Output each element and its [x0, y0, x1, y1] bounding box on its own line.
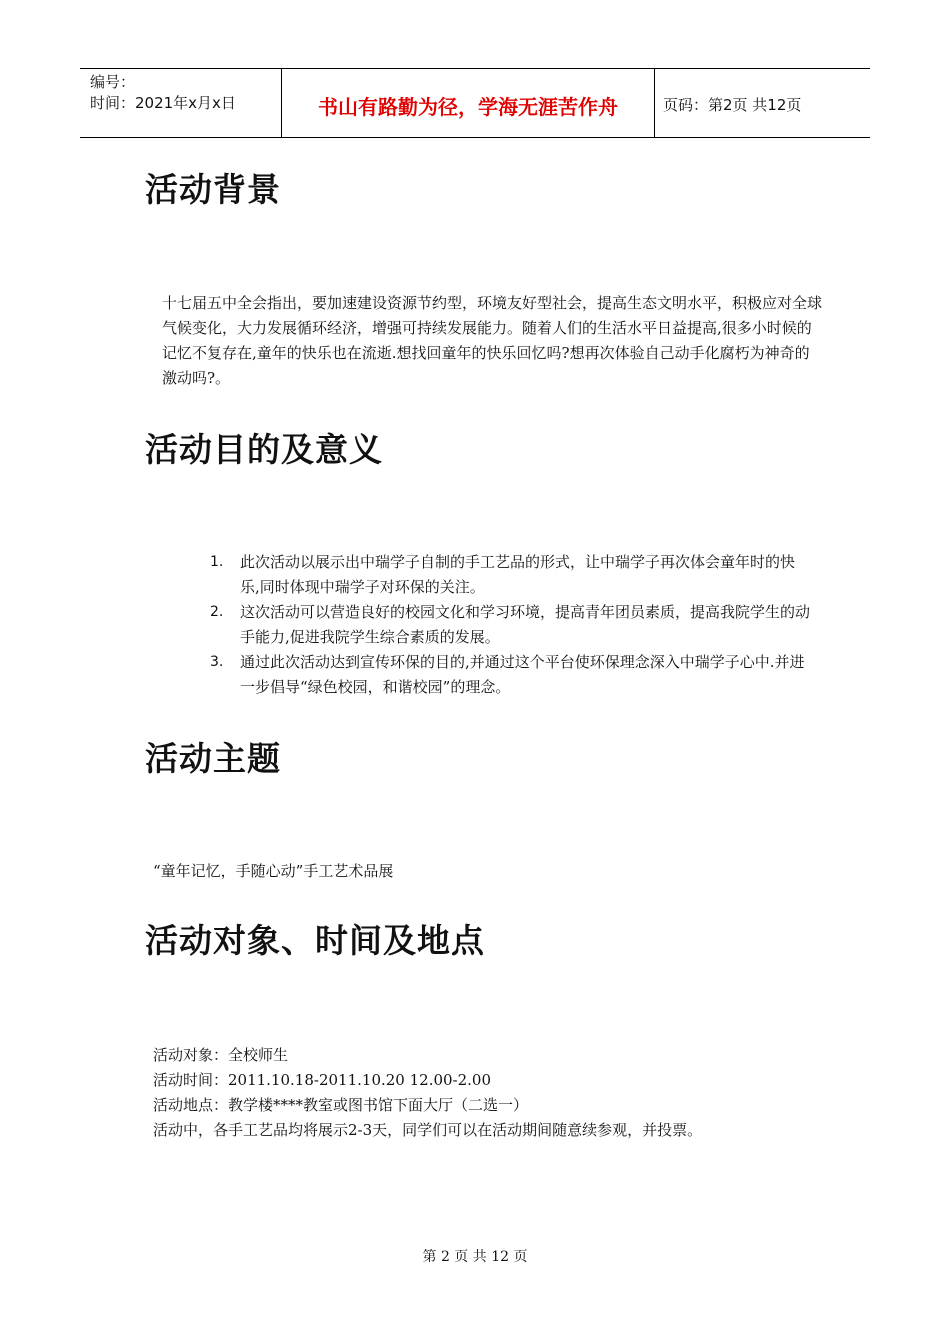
header-meta-cell: [80, 69, 282, 137]
section-title-purpose: 活动目的及意义: [145, 430, 383, 469]
list-item-text: 此次活动以展示出中瑞学子自制的手工艺品的形式，让中瑞学子再次体会童年时的快乐,同时体现中瑞学子对环保的关注。: [240, 553, 796, 596]
list-item-text: 通过此次活动达到宣传环保的目的,并通过这个平台使环保理念深入中瑞学子心中.并进一步倡导“绿色校园，和谐校园”的理念。: [240, 653, 805, 696]
background-paragraph: 十七届五中全会指出，要加速建设资源节约型，环境友好型社会，提高生态文明水平，积极应对全球气候变化，大力发展循环经济，增强可持续发展能力。随着人们的生活水平日益提高,很多小时候的记忆不复存在,童年的快乐也在流逝.想找回童年的快乐回忆吗?想再次体验自己动手化腐朽为神奇的激动吗?。: [162, 294, 823, 387]
section-title-theme: 活动主题: [145, 739, 281, 778]
list-item: [210, 650, 810, 700]
list-item-number: 2.: [210, 604, 224, 620]
header-motto: 书山有路勤为径，学海无涯苦作舟: [282, 69, 655, 137]
document-number-label: 编号：: [90, 73, 136, 91]
document-date-label: 时间：2021年x月x日: [90, 94, 236, 112]
target-time-line: 活动时间：2011.10.18-2011.10.20 12.00-2.00: [153, 1071, 492, 1089]
target-audience-line: 活动对象：全校师生: [153, 1046, 289, 1064]
section-title-background: 活动背景: [145, 170, 281, 209]
document-header: [80, 68, 870, 138]
theme-paragraph: “童年记忆，手随心动”手工艺术品展: [153, 862, 394, 880]
target-note-line: 活动中，各手工艺品均将展示2-3天，同学们可以在活动期间随意续参观，并投票。: [153, 1121, 703, 1139]
section-title-target: 活动对象、时间及地点: [145, 921, 485, 960]
list-item: [210, 550, 810, 600]
target-location-line: 活动地点：教学楼****教室或图书馆下面大厅（二选一）: [153, 1096, 529, 1114]
page-footer: 第 2 页 共 12 页: [422, 1249, 528, 1265]
target-details: [153, 1043, 853, 1143]
list-item-text: 这次活动可以营造良好的校园文化和学习环境，提高青年团员素质，提高我院学生的动手能力,促进我院学生综合素质的发展。: [240, 603, 811, 646]
header-page-info: 页码：第2页 共12页: [663, 95, 802, 114]
list-item-number: 1.: [210, 554, 224, 570]
list-item: [210, 600, 810, 650]
purpose-list: [210, 550, 810, 700]
list-item-number: 3.: [210, 654, 224, 670]
